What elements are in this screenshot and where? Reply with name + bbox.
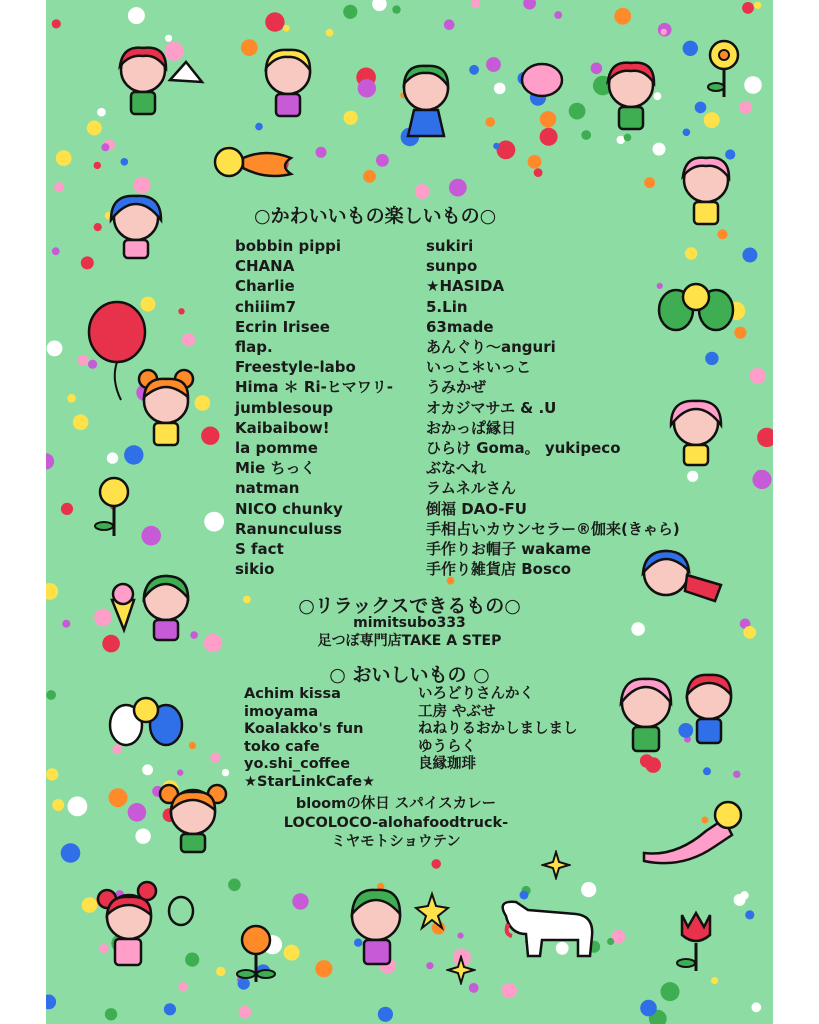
girl-blue-hair-illustration [91, 190, 181, 270]
list-item: Ranunculuss [235, 519, 342, 538]
confetti-dot [54, 182, 64, 192]
confetti-dot [494, 83, 506, 95]
confetti-dot [372, 0, 387, 11]
list-item: いろどりさんかく [418, 686, 534, 702]
confetti-dot [757, 428, 773, 447]
list-item: Mie ちっく [235, 459, 316, 478]
confetti-dot [67, 394, 76, 403]
confetti-dot [540, 128, 558, 146]
confetti-dot [661, 29, 667, 35]
confetti-dot [210, 753, 220, 763]
confetti-dot [128, 803, 147, 822]
list-item: natman [235, 479, 300, 498]
list-item: おかっぱ縁日 [426, 418, 517, 437]
list-item: sukiri [426, 237, 474, 255]
confetti-dot [358, 79, 376, 97]
pink-caterpillar-illustration [636, 795, 756, 865]
list-item: 工房 やぶせ [418, 703, 496, 720]
confetti-dot [742, 2, 754, 14]
confetti-dot [135, 829, 150, 844]
confetti-dot [754, 2, 761, 9]
confetti-dot [61, 843, 81, 863]
food-bottom-list [166, 795, 626, 852]
confetti-dot [644, 177, 655, 188]
confetti-dot [415, 184, 430, 199]
confetti-dot [683, 129, 691, 137]
list-item: ミヤモトショウテン [331, 834, 461, 850]
confetti-dot [128, 7, 145, 24]
confetti-dot [164, 1003, 176, 1015]
list-item: Freestyle-labo [235, 358, 356, 377]
butterfly-blue-illustration [106, 690, 186, 760]
list-item: imoyama [244, 703, 319, 720]
list-item: chiiim7 [235, 297, 297, 316]
list-item: 5.Lin [426, 297, 468, 316]
confetti-dot [121, 158, 129, 166]
confetti-dot [216, 967, 225, 976]
confetti-dot [704, 112, 720, 128]
confetti-dot [326, 29, 334, 37]
confetti-dot [614, 8, 631, 25]
confetti-dot [661, 982, 680, 1001]
confetti-dot [177, 769, 183, 775]
confetti-dot [52, 247, 60, 255]
list-item: Koalakko's fun [244, 721, 364, 738]
confetti-dot [752, 470, 771, 489]
confetti-dot [94, 162, 101, 169]
confetti-dot [178, 308, 184, 314]
list-item: ★StarLinkCafe★ [244, 773, 376, 790]
confetti-dot [742, 248, 757, 263]
cute-right-list [426, 236, 680, 579]
list-item: ★HASIDA [426, 277, 505, 296]
confetti-dot [46, 690, 56, 700]
girl-red-buns-bubble-illustration [91, 875, 201, 985]
list-item: ゆうらく [418, 738, 476, 755]
confetti-dot [283, 25, 290, 32]
list-item: 足つぼ専門店TAKE A STEP [317, 633, 502, 649]
red-tulip-icon [666, 905, 726, 980]
confetti-dot [344, 111, 358, 125]
confetti-dot [378, 1007, 393, 1022]
confetti-dot [534, 168, 543, 177]
food-section-heading: ○ おいしいもの ○ [329, 664, 490, 686]
confetti-dot [469, 65, 479, 75]
confetti-dot [751, 1002, 761, 1012]
poster [46, 0, 773, 1024]
white-dog-illustration [486, 890, 606, 970]
confetti-dot [316, 147, 327, 158]
confetti-dot [284, 945, 300, 961]
confetti-dot [292, 893, 308, 909]
confetti-dot [182, 333, 195, 346]
list-item: la pomme [235, 439, 318, 458]
confetti-dot [497, 141, 516, 160]
confetti-dot [142, 764, 153, 775]
list-item: いっこ＊いっこ [426, 358, 532, 377]
list-item: Achim kissa [244, 686, 341, 702]
list-item: sikio [235, 560, 275, 579]
list-item: yo.shi_coffee [244, 756, 351, 773]
confetti-dot [485, 117, 495, 127]
confetti-dot [73, 414, 89, 430]
confetti-dot [46, 768, 58, 780]
confetti-dot [431, 859, 441, 869]
confetti-dot [523, 0, 536, 10]
confetti-dot [52, 799, 64, 811]
yellow-sparkle-icon [541, 850, 571, 880]
confetti-dot [745, 910, 754, 919]
list-item: 良縁珈琲 [418, 756, 476, 773]
confetti-dot [471, 0, 480, 8]
confetti-dot [204, 512, 224, 532]
girl-red-hair-illustration [586, 55, 676, 145]
confetti-dot [105, 1008, 117, 1020]
confetti-dot [607, 938, 614, 945]
confetti-dot [750, 368, 766, 384]
confetti-dot [343, 5, 357, 19]
confetti-dot [228, 879, 241, 892]
list-item: あんぐり〜anguri [426, 338, 556, 357]
list-item: ラムネルさん [426, 479, 516, 498]
confetti-dot [685, 247, 697, 259]
list-item: ぶなへれ [426, 459, 487, 478]
confetti-dot [540, 111, 556, 127]
girl-green-hair-illustration [386, 58, 466, 148]
confetti-dot [109, 788, 128, 807]
list-item: オカジマサエ & .U [426, 398, 557, 417]
cute-section-heading: ○かわいいもの楽しいもの○ [254, 205, 497, 227]
list-item: flap. [235, 338, 273, 357]
list-item: 手相占いカウンセラー®伽来(きゃら) [426, 519, 680, 538]
list-item: 手作りお帽子 wakame [426, 540, 592, 559]
list-item: bobbin pippi [235, 237, 342, 255]
list-item: LOCOLOCO-alohafoodtruck- [283, 815, 509, 831]
confetti-dot [640, 1000, 657, 1017]
confetti-dot [449, 179, 467, 197]
orange-flower-icon [226, 920, 286, 990]
list-item: ねねりるおかしましまし [418, 721, 578, 738]
list-item: ひらけ Goma。 yukipeco [426, 439, 621, 458]
confetti-dot [315, 960, 332, 977]
pink-balloon-illustration [506, 60, 566, 110]
list-item: CHANA [235, 257, 295, 276]
confetti-dot [47, 341, 63, 357]
list-item: 63made [426, 317, 494, 336]
confetti-dot [52, 19, 61, 28]
list-item: 手作り雑貨店 Bosco [426, 560, 572, 579]
confetti-dot [265, 12, 284, 31]
confetti-dot [376, 154, 389, 167]
confetti-dot [486, 57, 501, 72]
confetti-dot [444, 19, 455, 30]
confetti-dot [363, 170, 376, 183]
list-item: Hima ＊ Ri-ヒマワリ- [235, 378, 394, 397]
relax-section-heading: ○リラックスできるもの○ [298, 595, 521, 617]
girl-red-hair-rice-ball-illustration [98, 40, 208, 130]
girl-yellow-hair-illustration [246, 42, 336, 132]
food-left-list [244, 686, 375, 792]
caterpillar-illustration [211, 140, 301, 185]
confetti-dot [734, 327, 746, 339]
confetti-dot [457, 933, 463, 939]
confetti-dot [46, 995, 56, 1010]
girl-pink-hair-illustration [661, 150, 751, 240]
confetti-dot [569, 103, 586, 120]
list-item: Ecrin Irisee [235, 317, 330, 336]
confetti-dot [189, 742, 196, 749]
list-item: うみかぜ [426, 378, 487, 397]
list-item: 倒福 DAO-FU [426, 499, 527, 518]
confetti-dot [222, 769, 229, 776]
confetti-dot [61, 503, 73, 515]
list-item: S fact [235, 540, 284, 559]
confetti-dot [107, 452, 118, 463]
list-item: Charlie [235, 277, 295, 296]
list-item: toko cafe [244, 738, 320, 755]
yellow-flower-icon [696, 35, 756, 105]
list-item: Kaibaibow! [235, 418, 330, 437]
confetti-dot [392, 5, 400, 13]
girl-green-hair-star-wand-illustration [336, 880, 456, 980]
food-right-list [418, 686, 578, 774]
cute-left-list [235, 236, 393, 579]
list-item: bloomの休日 スパイスカレー [295, 796, 497, 812]
confetti-dot [101, 143, 109, 151]
confetti-dot [56, 150, 72, 166]
relax-list [46, 614, 773, 650]
yellow-star-icon [446, 955, 476, 985]
confetti-dot [493, 143, 499, 149]
confetti-dot [68, 796, 88, 816]
confetti-dot [554, 11, 562, 19]
list-item: sunpo [426, 257, 478, 276]
list-item: mimitsubo333 [353, 615, 466, 631]
list-item: jumblesoup [235, 398, 334, 417]
list-item: NICO chunky [235, 499, 343, 518]
confetti-dot [734, 894, 746, 906]
confetti-dot [46, 453, 54, 469]
confetti-dot [239, 1006, 252, 1019]
girl-bear-ears-illustration [126, 365, 206, 465]
confetti-dot [502, 983, 517, 998]
confetti-dot [528, 155, 542, 169]
yellow-flower-icon [86, 470, 146, 545]
